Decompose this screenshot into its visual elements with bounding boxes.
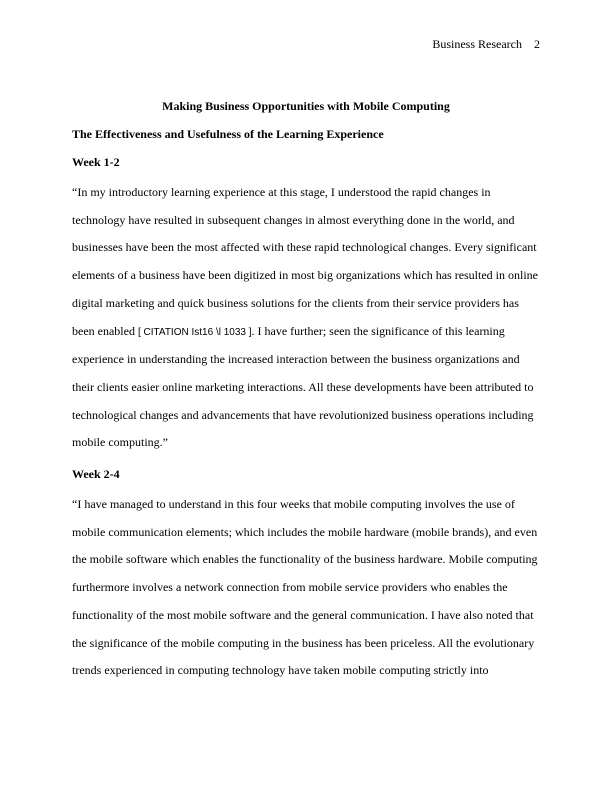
week-2-4-paragraph: “I have managed to understand in this four weeks that mobile computing involves the use of mobile communication elements; which includes the mobile hardware (mobile brands), and even the mobile software which enables the functionality of the business hardware. Mobile computing furthermore involves a network connection from mobile service providers who enables the functionality of the most mobile software and the general communication. I have also noted that the significance of the mobile computing in the business has been priceless. All the evolutionary trends experienced in computing technology have taken mobile computing strictly into — [72, 497, 538, 678]
week-2-4-heading: Week 2-4 — [72, 467, 120, 482]
running-head-title: Business Research — [432, 37, 522, 51]
document-body — [72, 96, 540, 692]
week-1-2-paragraph — [72, 179, 540, 457]
week-1-2-text-part-2: . I have further; seen the significance of this learning experience in understanding the increased interaction between the business organizations and their clients easier online marketing interactions. All these developments have been attributed to technological changes and advancements that have revolutionized business operations including mobile computing.” — [72, 323, 534, 450]
citation-field: [ CITATION Ist16 \l 1033 ] — [137, 326, 252, 338]
document-title: Making Business Opportunities with Mobile Computing — [162, 99, 450, 113]
week-1-2-text-part-1: “In my introductory learning experience at this stage, I understood the rapid changes in technology have resulted in subsequent changes in almost everything done in the world, and businesses have been the most affected with these rapid technological changes. Every significant elements of a business have been digitized in most big organizations which has resulted in online digital marketing and quick business solutions for the clients from their service providers has been enabled — [72, 185, 539, 338]
page-header — [432, 36, 540, 52]
week-1-2-heading: Week 1-2 — [72, 155, 120, 169]
page-number: 2 — [534, 37, 540, 51]
section-title: The Effectiveness and Usefulness of the Learning Experience — [72, 127, 384, 141]
